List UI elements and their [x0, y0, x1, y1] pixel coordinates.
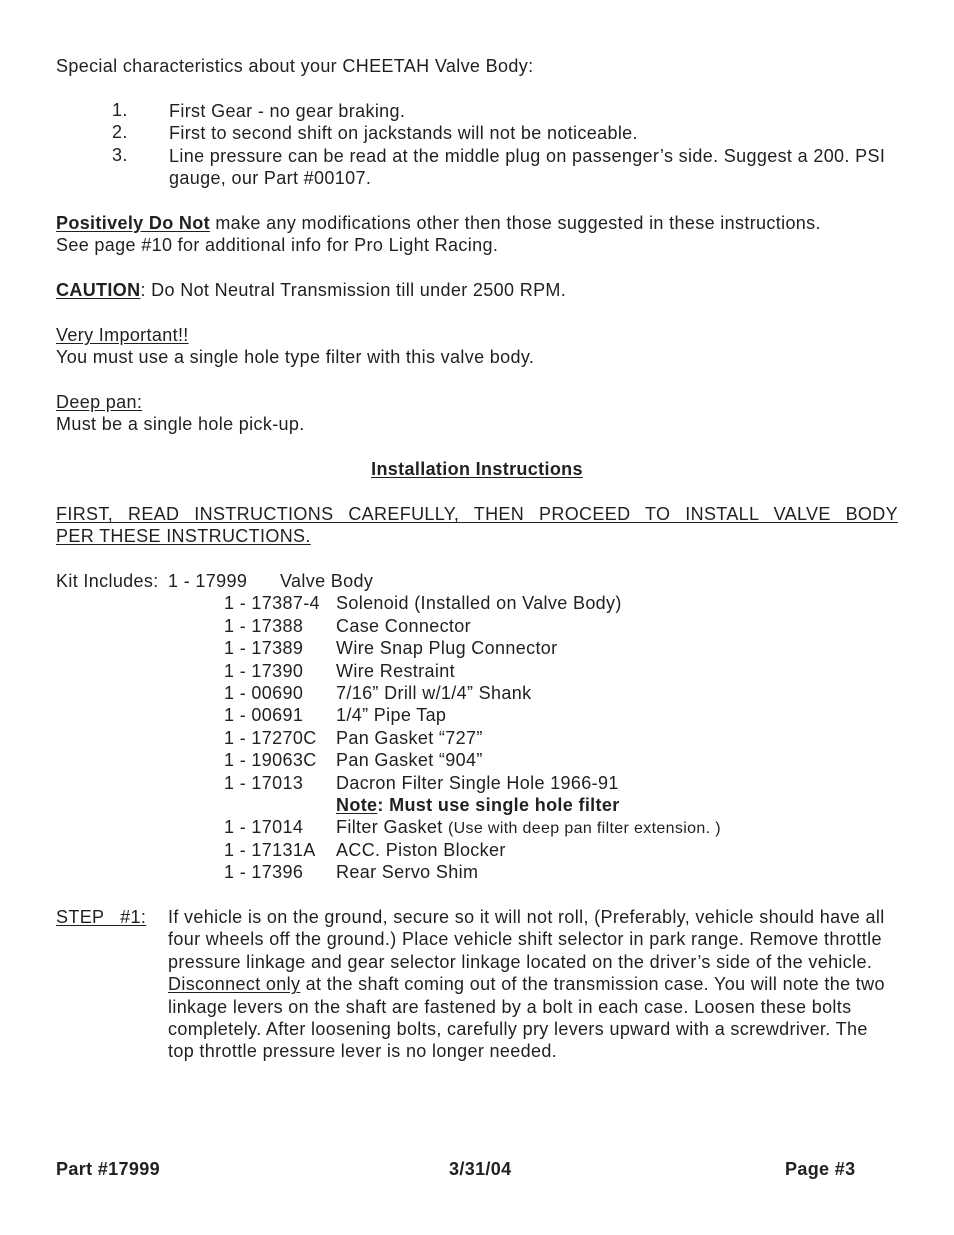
kit-qty: 1 - 00690	[224, 683, 304, 703]
kit-desc: 1/4” Pipe Tap	[336, 705, 447, 726]
kit-row	[56, 749, 898, 771]
deep-pan-label: Deep pan:	[56, 391, 143, 412]
very-important-text: You must use a single hole type filter with this valve body.	[56, 347, 535, 368]
positively-label: Positively Do Not	[56, 212, 210, 233]
kit-desc: ACC. Piston Blocker	[336, 839, 506, 860]
caution-paragraph	[56, 279, 898, 301]
page-footer	[56, 1158, 898, 1180]
footer-page-number: Page #3	[785, 1159, 856, 1179]
list-text: Line pressure can be read at the middle plug on passenger’s side. Suggest a 200. PSI gauge, our Part #00107.	[169, 145, 886, 188]
kit-desc: Pan Gasket “904”	[336, 750, 483, 771]
kit-row	[56, 682, 898, 704]
kit-desc: Case Connector	[336, 615, 471, 636]
kit-row	[56, 772, 898, 794]
kit-lead: Kit Includes:	[56, 571, 159, 592]
kit-qty: 1 - 17131A	[224, 839, 316, 860]
intro-line: Special characteristics about your CHEETAH Valve Body:	[56, 56, 534, 76]
kit-qty: 1 - 17270C	[224, 727, 317, 748]
step-text: If vehicle is on the ground, secure so it will not roll, (Preferably, vehicle should have all four wheels off the ground.) Place vehicle shift selector in park range. Remove throttle pressure linkage and gear selector linkage located on the driver’s side of the vehicle. Disconnect only at the shaft coming out of the transmission case. You will note the two linkage levers on the shaft are fastened by a bolt in each case. Loosen these bolts completely. After loosening bolts, carefully pry levers upward with a screwdriver. The top throttle pressure lever is no longer needed.	[168, 906, 885, 1062]
kit-row	[56, 615, 898, 637]
list-number: 1.	[112, 99, 128, 120]
note-label: Note	[336, 794, 378, 815]
kit-desc-note: (Use with deep pan filter extension. )	[447, 820, 721, 838]
first-read-line-2: PER THESE INSTRUCTIONS.	[56, 526, 311, 547]
kit-qty: 1 - 00691	[224, 705, 304, 726]
see-page-line: See page #10 for additional info for Pro Light Racing.	[56, 235, 499, 256]
document-body	[56, 55, 898, 1063]
kit-row	[56, 570, 898, 592]
kit-desc: Dacron Filter Single Hole 1966-91	[336, 772, 619, 793]
first-read-line-1: FIRST, READ INSTRUCTIONS CAREFULLY, THEN PROCEED TO INSTALL VALVE BODY	[56, 503, 898, 524]
list-text: First to second shift on jackstands will not be noticeable.	[169, 123, 638, 144]
step-1	[56, 906, 898, 1063]
caution-label: CAUTION	[56, 279, 141, 300]
kit-desc: Solenoid (Installed on Valve Body)	[336, 593, 622, 614]
kit-desc: 7/16” Drill w/1/4” Shank	[336, 683, 532, 703]
kit-row	[56, 660, 898, 682]
very-important-label: Very Important!!	[56, 324, 189, 345]
deep-pan-text: Must be a single hole pick-up.	[56, 414, 305, 435]
list-number: 2.	[112, 122, 128, 143]
footer-date: 3/31/04	[449, 1159, 512, 1179]
kit-desc: Wire Restraint	[336, 660, 455, 681]
positively-text: make any modifications other then those suggested in these instructions.	[209, 212, 821, 233]
positively-do-not-paragraph	[56, 212, 898, 234]
kit-row	[56, 637, 898, 659]
list-number: 3.	[112, 144, 128, 165]
footer-part-number: Part #17999	[56, 1159, 160, 1179]
step-label: STEP #1:	[56, 906, 147, 927]
kit-desc: Rear Servo Shim	[336, 862, 479, 883]
kit-qty: 1 - 17388	[224, 615, 304, 636]
kit-row	[56, 727, 898, 749]
kit-desc: Valve Body	[280, 571, 374, 592]
list-item-3	[56, 145, 898, 190]
kit-qty: 1 - 17387-4	[224, 593, 320, 614]
kit-desc: Pan Gasket “727”	[336, 727, 483, 748]
list-item-2	[56, 122, 898, 144]
kit-row	[56, 861, 898, 883]
kit-row	[56, 592, 898, 614]
list-item-1	[56, 100, 898, 122]
kit-includes-list	[56, 570, 898, 883]
kit-qty: 1 - 17013	[224, 772, 304, 793]
kit-qty: 1 - 19063C	[224, 750, 317, 771]
kit-row	[56, 704, 898, 726]
installation-heading: Installation Instructions	[371, 459, 583, 480]
kit-note-row	[56, 794, 898, 816]
kit-desc: Wire Snap Plug Connector	[336, 638, 558, 659]
kit-qty: 1 - 17014	[224, 817, 304, 838]
kit-row	[56, 839, 898, 861]
kit-qty: 1 - 17389	[224, 638, 304, 659]
list-text: First Gear - no gear braking.	[169, 100, 406, 121]
kit-qty: 1 - 17396	[224, 862, 304, 883]
note-text: : Must use single hole filter	[377, 794, 620, 815]
caution-text: : Do Not Neutral Transmission till under 2500 RPM.	[140, 279, 567, 300]
kit-qty: 1 - 17999	[168, 571, 248, 592]
disconnect-only-text: Disconnect only	[168, 974, 301, 995]
kit-qty: 1 - 17390	[224, 660, 304, 681]
kit-desc: Filter Gasket	[336, 817, 448, 838]
kit-row	[56, 816, 898, 838]
